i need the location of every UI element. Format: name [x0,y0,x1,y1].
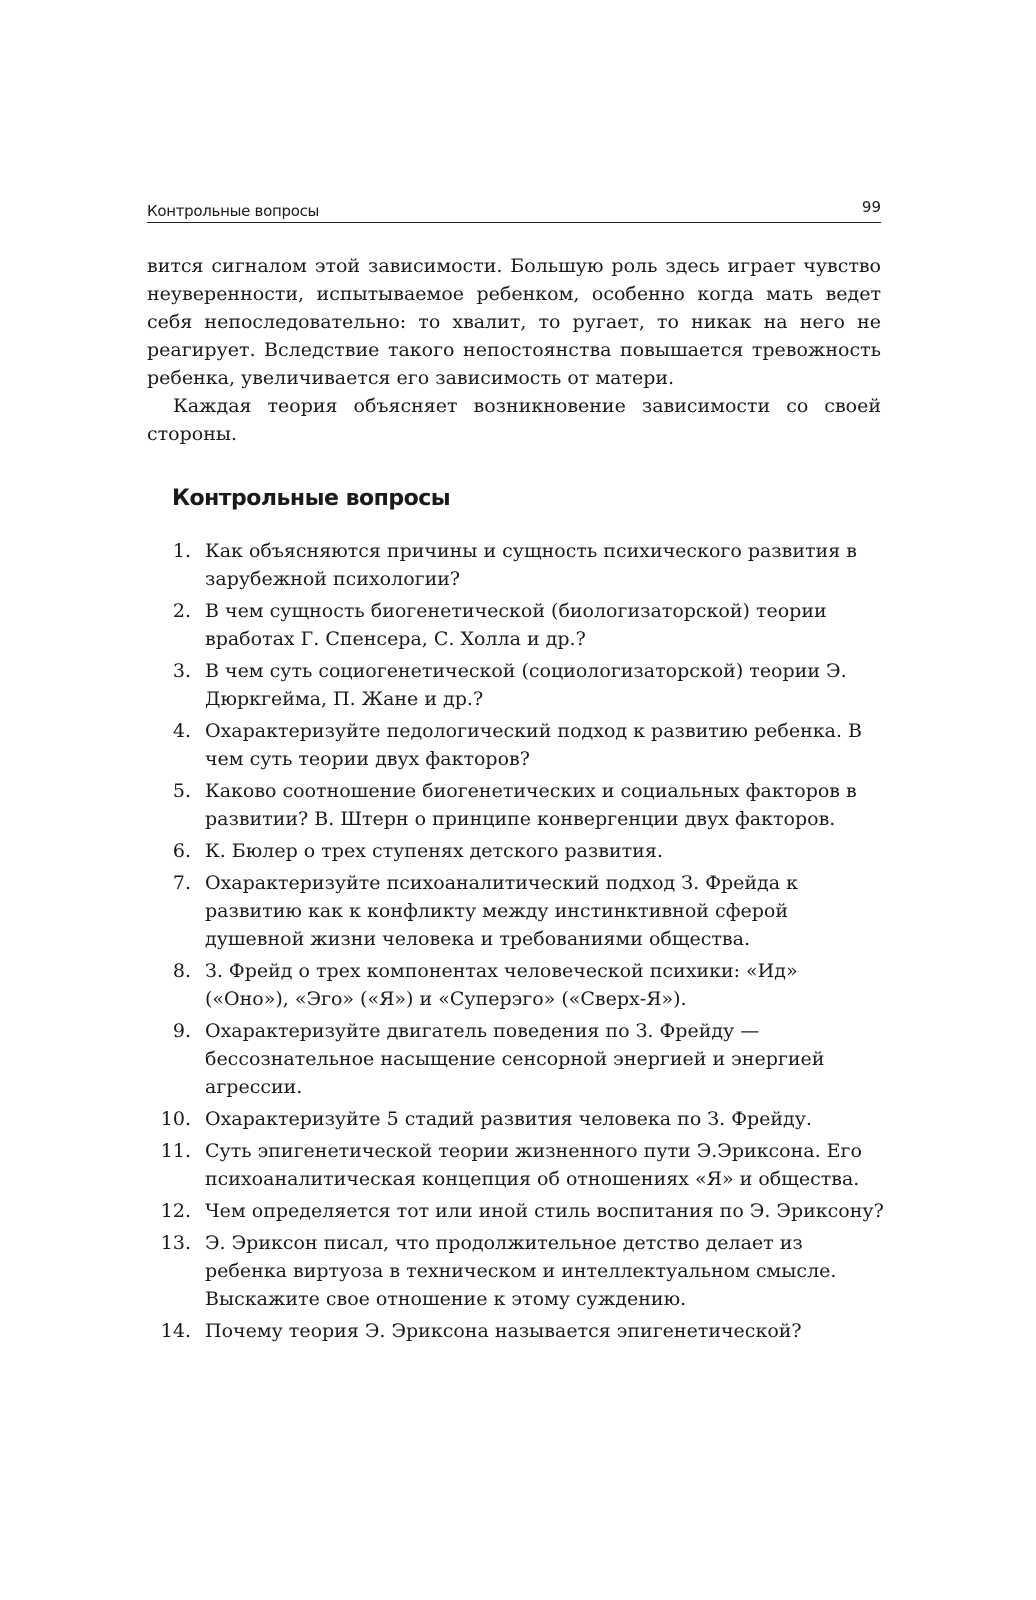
paragraph: Каждая теория объясняет возникновение зависимости со своей стороны. [147,395,881,445]
item-number: 3. [172,660,191,682]
list-item [147,1137,887,1193]
item-text: Как объясняются причины и сущность психического развития в зарубежной психологии? [205,540,857,590]
item-text: Чем определяется тот или иной стиль воспитания по Э. Эриксону? [205,1200,884,1222]
item-number: 9. [172,1020,191,1042]
item-text: Почему теория Э. Эриксона называется эпигенетической? [205,1320,802,1342]
running-title: Контрольные вопросы [147,202,320,220]
item-text: З. Фрейд о трех компонентах человеческой психики: «Ид» («Оно»), «Эго» («Я») и «Суперэго» («Сверх-Я»). [205,960,798,1010]
questions-list [147,537,887,1349]
item-text: К. Бюлер о трех ступенях детского развития. [205,840,663,862]
section-heading: Контрольные вопросы [172,486,451,511]
list-item [147,869,887,953]
list-item [147,1197,887,1225]
list-item [147,1317,887,1345]
item-text: Охарактеризуйте педологический подход к развитию ребенка. В чем суть теории двух факторов? [205,720,863,770]
item-number: 7. [172,872,191,894]
list-item [147,1105,887,1133]
paragraph: вится сигналом этой зависимости. Большую роль здесь играет чувство неуверенности, испытываемое ребенком, особенно когда мать ведет себя непоследовательно: то хвалит, то ругает, то никак на него не реагирует. Вследствие такого непостоянства повышается тревожность ребенка, увеличивается его зависимость от матери. [147,255,881,389]
item-number: 10. [160,1108,191,1130]
list-item [147,1229,887,1313]
item-text: Охарактеризуйте 5 стадий развития человека по З. Фрейду. [205,1108,812,1130]
list-item [147,717,887,773]
item-number: 11. [160,1140,191,1162]
item-number: 14. [160,1320,191,1342]
item-text: Каково соотношение биогенетических и социальных факторов в развитии? В. Штерн о принципе конвергенции двух факторов. [205,780,857,830]
list-item [147,957,887,1013]
item-number: 12. [160,1200,191,1222]
list-item [147,1017,887,1101]
list-item [147,837,887,865]
item-number: 8. [172,960,191,982]
item-number: 1. [172,540,191,562]
list-item [147,597,887,653]
body-text [147,252,881,448]
item-number: 5. [172,780,191,802]
running-header [147,198,881,223]
item-number: 4. [172,720,191,742]
item-text: Э. Эриксон писал, что продолжительное детство делает из ребенка виртуоза в техническом и интеллектуальном смысле. Выскажите свое отношение к этому суждению. [205,1232,837,1310]
item-text: В чем сущность биогенетической (биологизаторской) теории вработах Г. Спенсера, С. Холла и др.? [205,600,827,650]
item-text: Суть эпигенетической теории жизненного пути Э.Эриксона. Его психоаналитическая концепция об отношениях «Я» и общества. [205,1140,862,1190]
item-text: Охарактеризуйте психоаналитический подход З. Фрейда к развитию как к конфликту между инстинктивной сферой душевной жизни человека и требованиями общества. [205,872,798,950]
item-text: Охарактеризуйте двигатель поведения по З. Фрейду — бессознательное насыщение сенсорной энергией и энергией агрессии. [205,1020,825,1098]
list-item [147,537,887,593]
list-item [147,657,887,713]
page-number: 99 [861,198,881,216]
item-text: В чем суть социогенетической (социологизаторской) теории Э. Дюркгейма, П. Жане и др.? [205,660,847,710]
item-number: 13. [160,1232,191,1254]
item-number: 6. [172,840,191,862]
item-number: 2. [172,600,191,622]
list-item [147,777,887,833]
